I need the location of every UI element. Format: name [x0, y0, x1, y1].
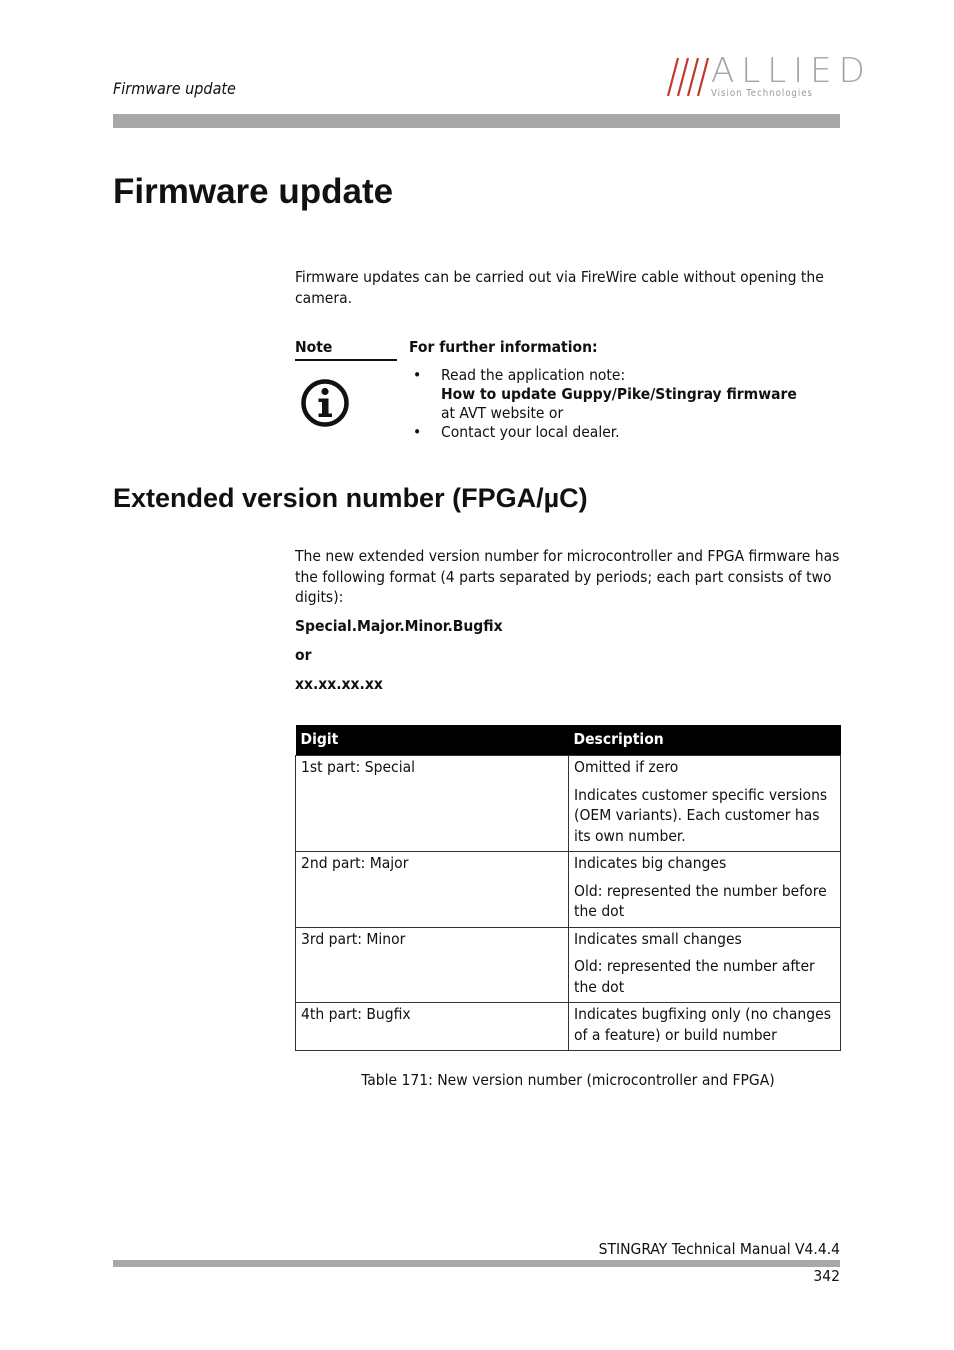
version-intro-paragraph: The new extended version number for microcontroller and FPGA firmware has the following format (4 parts separated by periods; each part consists of two digits): — [295, 547, 840, 606]
table-row — [296, 852, 841, 928]
note-label: Note — [295, 337, 397, 361]
description-text: Old: represented the number after the dot — [574, 957, 815, 996]
description-text: Indicates customer specific versions (OEM variants). Each customer has its own number. — [574, 785, 828, 845]
note-heading: For further information: — [409, 338, 598, 356]
format-or: or — [295, 646, 312, 664]
page-number: 342 — [813, 1267, 840, 1285]
note-list — [409, 366, 839, 442]
header-divider-bar — [113, 114, 840, 128]
table-cell-description — [569, 1003, 841, 1051]
table-cell-digit: 3rd part: Minor — [296, 927, 569, 1003]
list-item — [409, 423, 839, 442]
bullet: • — [413, 366, 422, 384]
table-cell-description — [569, 756, 841, 852]
note-item-text: at AVT website or — [441, 404, 564, 422]
format-named: Special.Major.Minor.Bugfix — [295, 617, 503, 635]
description-text: Indicates small changes — [574, 929, 742, 948]
footer-manual-title: STINGRAY Technical Manual V4.4.4 — [598, 1240, 840, 1258]
table-header-description: Description — [569, 725, 841, 756]
table-cell-description — [569, 927, 841, 1003]
application-note-title: How to update Guppy/Pike/Stingray firmware — [441, 385, 797, 403]
running-header-title: Firmware update — [113, 79, 236, 98]
table-row — [296, 756, 841, 852]
info-icon — [299, 377, 351, 429]
table-caption: Table 171: New version number (microcontroller and FPGA) — [361, 1071, 775, 1089]
note-item-text: Contact your local dealer. — [441, 423, 620, 441]
section-title-firmware-update: Firmware update — [113, 172, 394, 211]
table-row — [296, 1003, 841, 1051]
logo-brand-text: ALLIED — [711, 51, 872, 91]
logo-slashes-icon — [666, 52, 710, 102]
description-text: Omitted if zero — [574, 758, 679, 776]
table-cell-description — [569, 852, 841, 928]
table-row — [296, 927, 841, 1003]
list-item — [409, 366, 839, 423]
allied-logo — [666, 51, 872, 102]
table-header-digit: Digit — [296, 725, 569, 756]
note-item-text: Read the application note: — [441, 366, 626, 384]
version-number-table — [295, 725, 841, 1051]
description-text: Indicates bugfixing only (no changes of a feature) or build number — [574, 1005, 831, 1044]
table-header-row — [296, 725, 841, 756]
table-cell-digit: 2nd part: Major — [296, 852, 569, 928]
logo-sub-text: Vision Technologies — [711, 88, 813, 99]
format-digits: xx.xx.xx.xx — [295, 675, 383, 693]
table-cell-digit: 4th part: Bugfix — [296, 1003, 569, 1051]
description-text: Indicates big changes — [574, 854, 727, 872]
description-text: Old: represented the number before the dot — [574, 881, 827, 920]
firmware-intro-paragraph: Firmware updates can be carried out via FireWire cable without opening the camera. — [295, 268, 824, 307]
section-title-extended-version: Extended version number (FPGA/µC) — [113, 483, 588, 513]
bullet: • — [413, 423, 422, 441]
table-cell-digit: 1st part: Special — [296, 756, 569, 852]
